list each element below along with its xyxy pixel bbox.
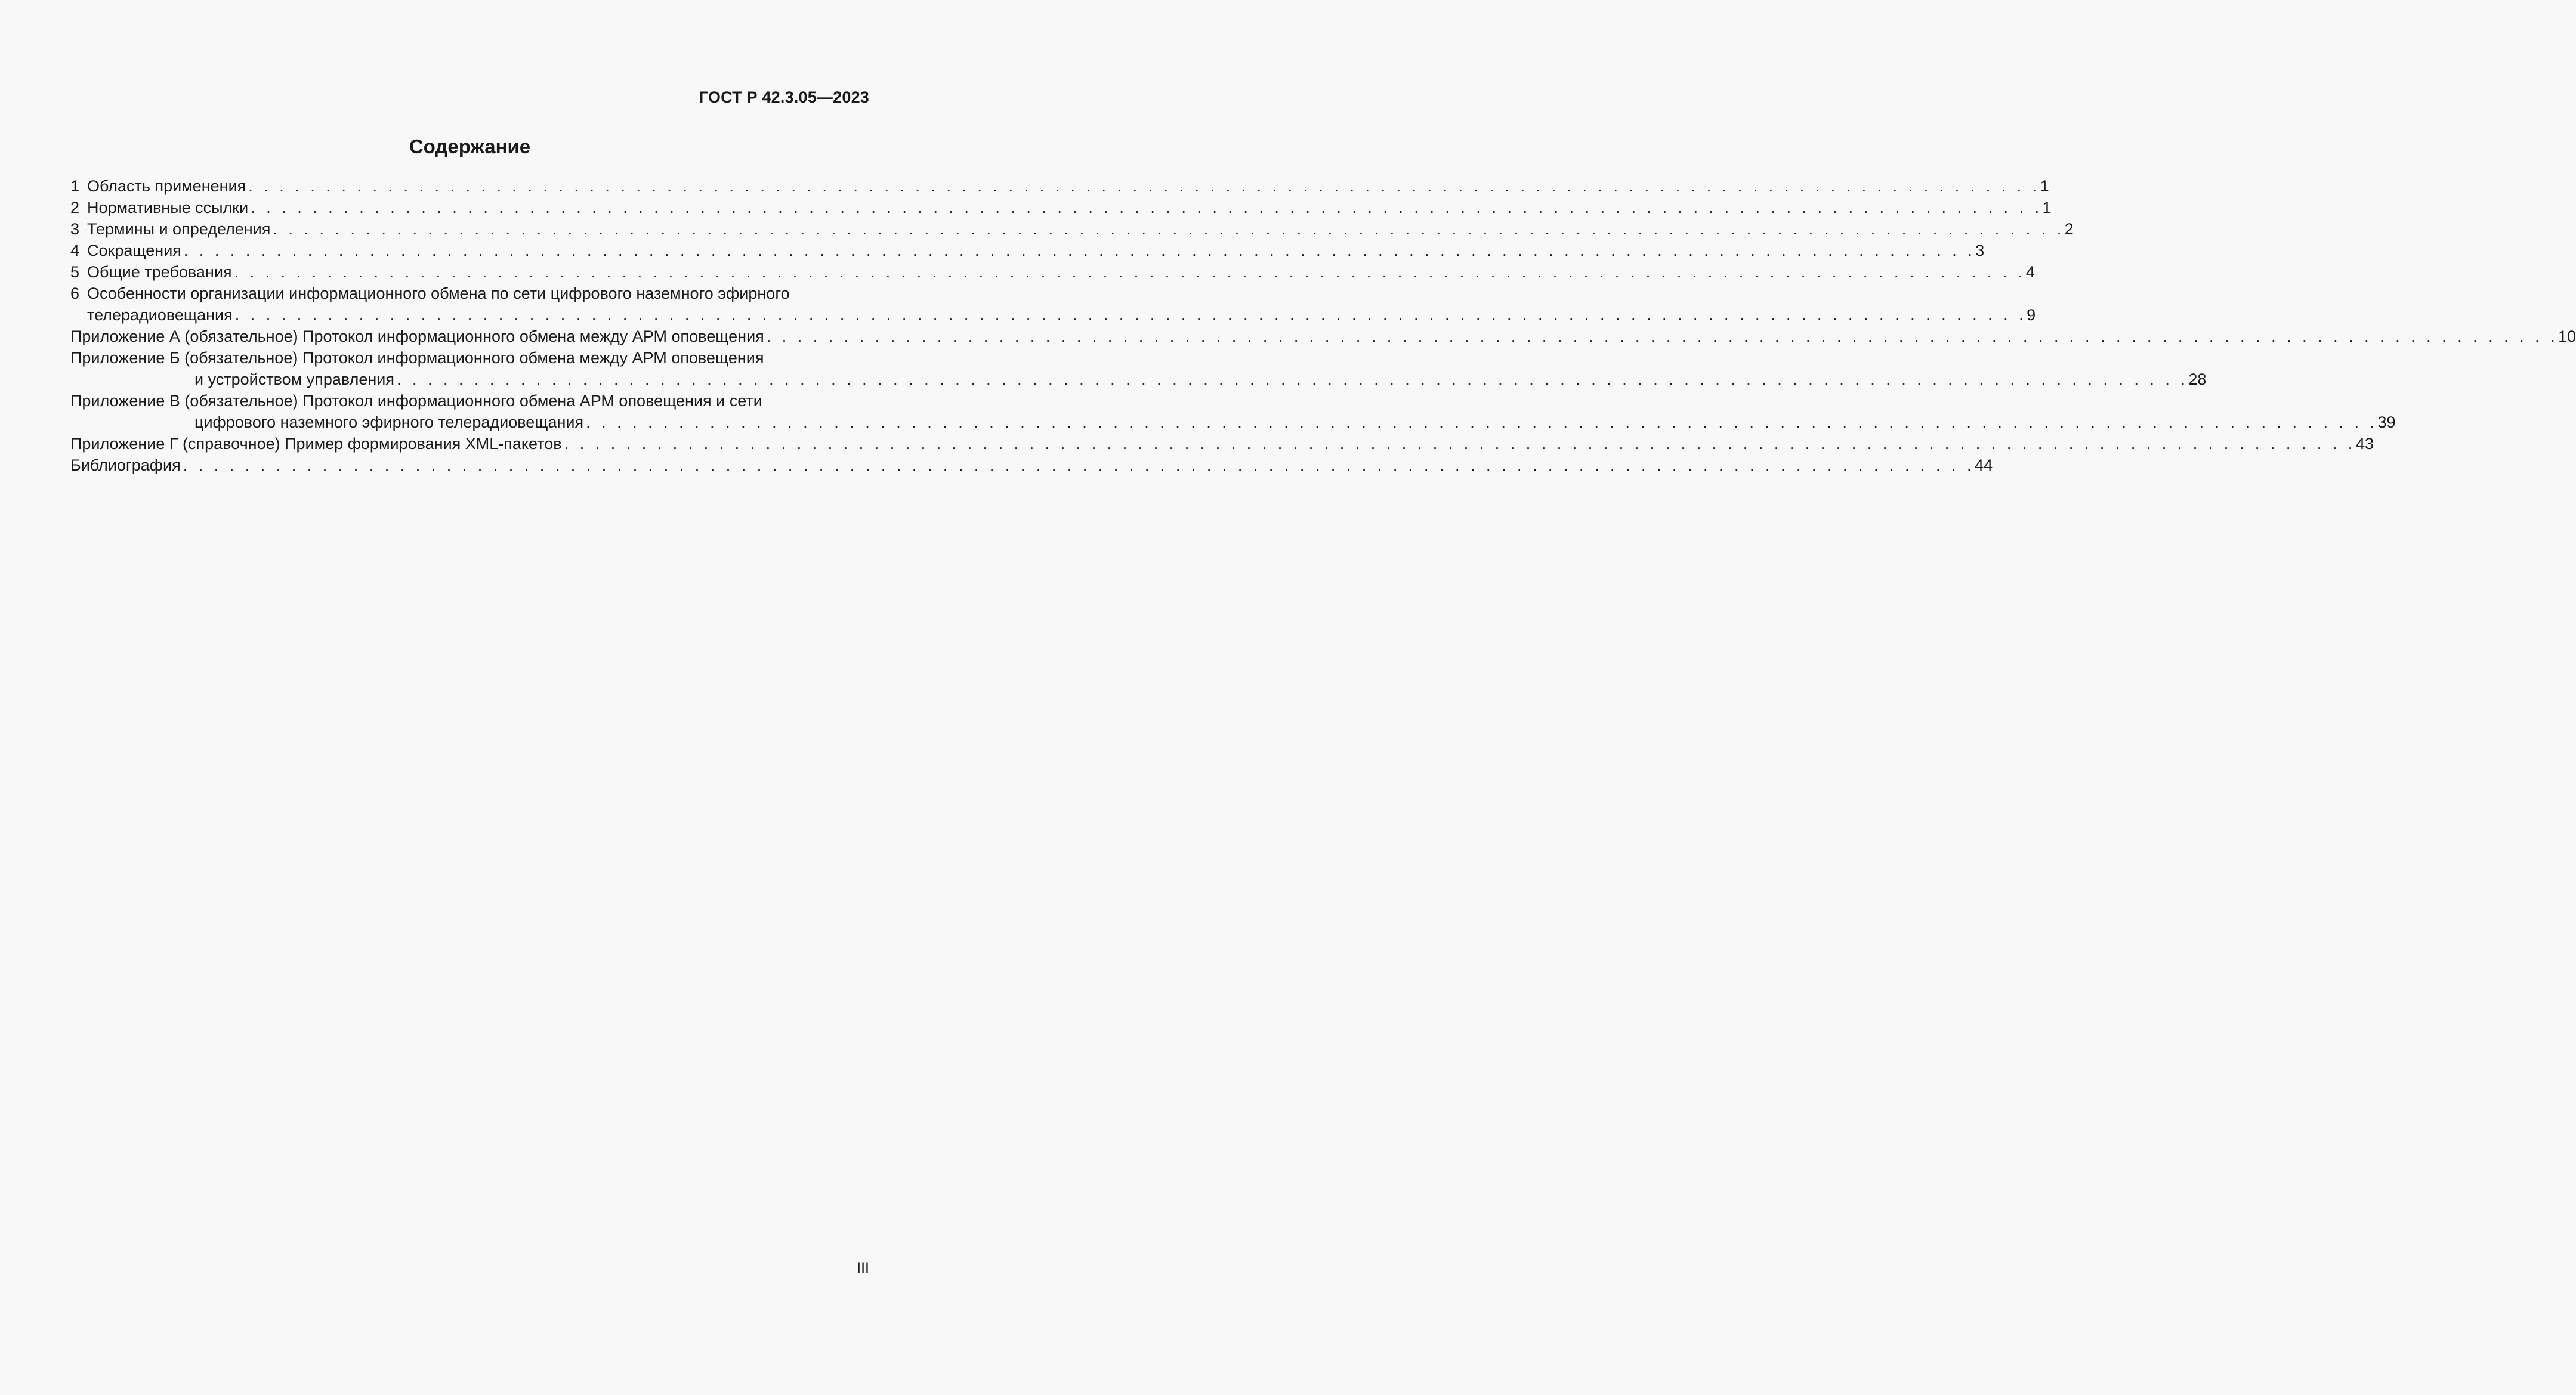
toc-entry-appendix-a[interactable] [70,326,2576,347]
toc-title: Содержание [409,135,531,157]
toc-entry-title: Особенности организации информационного обмена по сети цифрового наземного эфирного [87,284,790,302]
toc-entry-title: Термины и определения [87,220,271,238]
toc-entry-page: 1 [2040,177,2049,195]
toc-entry-appendix-g[interactable] [70,433,2374,454]
toc-entry-page: 2 [2064,220,2074,238]
toc-entry-bibliography[interactable] [70,454,1993,476]
toc-entry-title: Приложение В (обязательное) Протокол информационного обмена АРМ оповещения и сети [70,392,762,410]
toc-entry-title-continued: цифрового наземного эфирного телерадиовещания [194,413,584,431]
dot-leader: . . . . . . . . . . . . . . . . . . . . . . . . . . . . . . . . . . . . . . . . . . . . . . . . . . . . . . . . . . . . . . . . . . . . . . . . . . . . . . . . . . . . . . . . . . . . . . . . . . . . . . . . . . . . . . . . . . . . [397,370,2189,388]
toc-entry-1[interactable] [70,175,2049,197]
dot-leader: . . . . . . . . . . . . . . . . . . . . . . . . . . . . . . . . . . . . . . . . . . . . . . . . . . . . . . . . . . . . . . . . . . . . . . . . . . . . . . . . . . . . . . . . . . . . . . . . . . . . . . . . . . . . . . . . . . . . [234,306,2027,324]
toc-entry-page: 39 [2377,413,2396,431]
dot-leader: . . . . . . . . . . . . . . . . . . . . . . . . . . . . . . . . . . . . . . . . . . . . . . . . . . . . . . . . . . . . . . . . . . . . . . . . . . . . . . . . . . . . . . . . . . . . . . . . . . . . . . . . . . . . . . . . . . . . [251,199,2043,216]
toc-entry-page: 28 [2188,370,2207,388]
dot-leader: . . . . . . . . . . . . . . . . . . . . . . . . . . . . . . . . . . . . . . . . . . . . . . . . . . . . . . . . . . . . . . . . . . . . . . . . . . . . . . . . . . . . . . . . . . . . . . . . . . . . . . . . . . . . . . . . . . . . [248,177,2040,195]
toc-entry-appendix-v[interactable] [70,390,2396,433]
toc-entry-title: Область применения [87,177,246,195]
table-of-contents [70,175,2576,476]
toc-entry-page: 44 [1975,456,1993,474]
dot-leader: . . . . . . . . . . . . . . . . . . . . . . . . . . . . . . . . . . . . . . . . . . . . . . . . . . . . . . . . . . . . . . . . . . . . . . . . . . . . . . . . . . . . . . . . . . . . . . . . . . . . . . . . . . . . . . . . . . . . [183,242,1976,259]
page-number: III [857,1260,869,1276]
dot-leader: . . . . . . . . . . . . . . . . . . . . . . . . . . . . . . . . . . . . . . . . . . . . . . . . . . . . . . . . . . . . . . . . . . . . . . . . . . . . . . . . . . . . . . . . . . . . . . . . . . . . . . . . . . . . . . . . . . . . [273,220,2065,238]
toc-entry-page: 43 [2355,435,2374,453]
toc-entry-page: 1 [2042,199,2052,216]
toc-entry-page: 9 [2027,306,2036,324]
document-code: ГОСТ Р 42.3.05—2023 [699,88,869,106]
dot-leader: . . . . . . . . . . . . . . . . . . . . . . . . . . . . . . . . . . . . . . . . . . . . . . . . . . . . . . . . . . . . . . . . . . . . . . . . . . . . . . . . . . . . . . . . . . . . . . . . . . . . . . . . . . . . . . . . . . . . [586,413,2378,431]
toc-entry-title-continued: и устройством управления [194,370,395,388]
toc-entry-number: 2 [70,199,80,216]
dot-leader: . . . . . . . . . . . . . . . . . . . . . . . . . . . . . . . . . . . . . . . . . . . . . . . . . . . . . . . . . . . . . . . . . . . . . . . . . . . . . . . . . . . . . . . . . . . . . . . . . . . . . . . . . . . . . . . . . . . . [183,456,1975,474]
toc-entry-title-continued: телерадиовещания [87,306,233,324]
toc-entry-number: 4 [70,242,80,259]
toc-entry-6[interactable] [70,283,2036,326]
toc-entry-title: Приложение Б (обязательное) Протокол информационного обмена между АРМ оповещения [70,349,764,367]
dot-leader: . . . . . . . . . . . . . . . . . . . . . . . . . . . . . . . . . . . . . . . . . . . . . . . . . . . . . . . . . . . . . . . . . . . . . . . . . . . . . . . . . . . . . . . . . . . . . . . . . . . . . . . . . . . . . . . . . . . . [564,435,2356,453]
toc-entry-page: 10 [2558,327,2576,345]
toc-entry-2[interactable] [70,197,2052,218]
toc-entry-3[interactable] [70,218,2074,240]
toc-entry-title: Приложение Г (справочное) Пример формирования XML-пакетов [70,435,562,453]
toc-entry-title: Общие требования [87,263,232,281]
toc-entry-appendix-b[interactable] [70,347,2207,390]
toc-entry-number: 5 [70,263,80,281]
toc-entry-4[interactable] [70,240,1985,261]
toc-entry-number: 1 [70,177,80,195]
toc-entry-title: Сокращения [87,242,181,259]
toc-entry-page: 4 [2025,263,2035,281]
dot-leader: . . . . . . . . . . . . . . . . . . . . . . . . . . . . . . . . . . . . . . . . . . . . . . . . . . . . . . . . . . . . . . . . . . . . . . . . . . . . . . . . . . . . . . . . . . . . . . . . . . . . . . . . . . . . . . . . . . . . [766,327,2559,345]
toc-entry-page: 3 [1975,242,1985,259]
toc-entry-title: Приложение А (обязательное) Протокол информационного обмена между АРМ оповещения [70,327,764,345]
toc-entry-number: 6 [70,284,80,302]
toc-entry-title: Нормативные ссылки [87,199,249,216]
toc-entry-5[interactable] [70,261,2035,283]
toc-entry-number: 3 [70,220,80,238]
toc-entry-title: Библиография [70,456,181,474]
dot-leader: . . . . . . . . . . . . . . . . . . . . . . . . . . . . . . . . . . . . . . . . . . . . . . . . . . . . . . . . . . . . . . . . . . . . . . . . . . . . . . . . . . . . . . . . . . . . . . . . . . . . . . . . . . . . . . . . . . . . [234,263,2026,281]
